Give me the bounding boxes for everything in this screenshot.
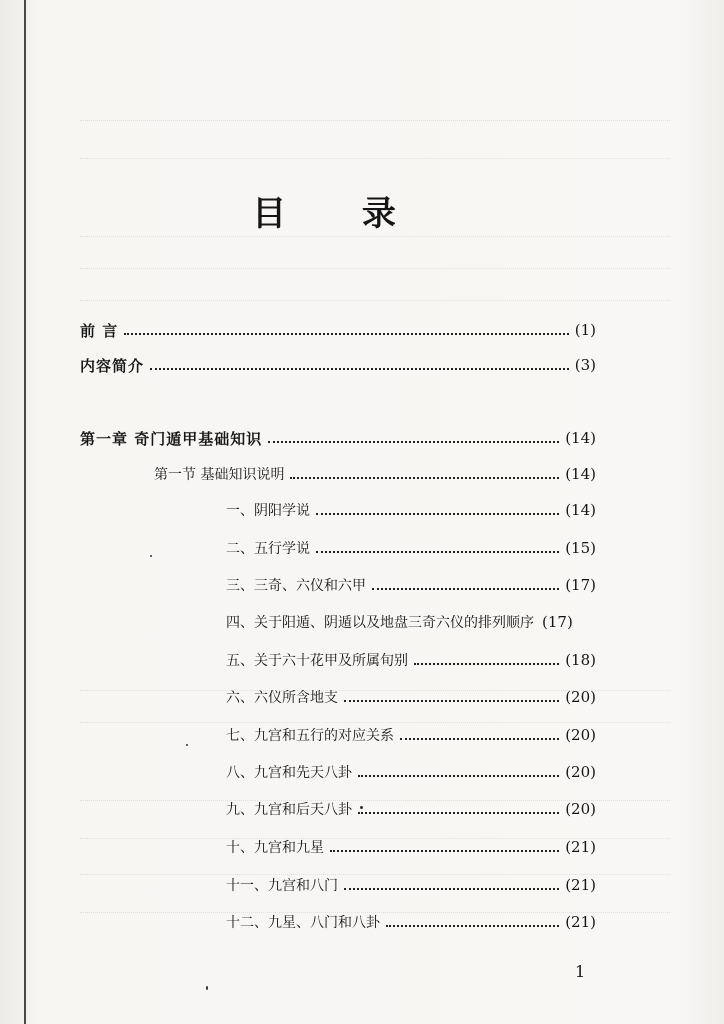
dot-leader bbox=[316, 551, 559, 553]
scan-speck bbox=[206, 986, 208, 990]
page-edge-shadow bbox=[24, 0, 26, 1024]
toc-entry-page: (17) bbox=[565, 576, 596, 594]
toc-entry-label: 内容简介 bbox=[80, 356, 145, 375]
toc-entry-label: 第一节 基础知识说明 bbox=[154, 467, 285, 483]
toc-entry-label: 六、六仪所含地支 bbox=[226, 690, 338, 706]
dot-leader bbox=[290, 477, 559, 479]
dot-leader bbox=[386, 925, 559, 927]
toc-entry-page: (14) bbox=[565, 501, 596, 519]
bleed-through-line bbox=[80, 268, 670, 270]
toc-entry-label: 四、关于阳遁、阴遁以及地盘三奇六仪的排列顺序 bbox=[226, 615, 534, 631]
dot-leader bbox=[150, 368, 569, 370]
toc-entry[interactable] bbox=[226, 797, 596, 821]
dot-leader bbox=[372, 588, 559, 590]
toc-entry[interactable] bbox=[226, 536, 596, 560]
toc-entry[interactable] bbox=[80, 353, 596, 377]
toc-entry[interactable] bbox=[226, 498, 596, 522]
toc-entry-page: (20) bbox=[565, 763, 596, 781]
toc-entry[interactable] bbox=[226, 610, 596, 634]
toc-entry[interactable] bbox=[226, 910, 596, 934]
toc-entry[interactable] bbox=[80, 426, 596, 450]
toc-entry-label: 一、阴阳学说 bbox=[226, 503, 310, 519]
dot-leader bbox=[344, 888, 559, 890]
toc-entry-page: (15) bbox=[565, 539, 596, 557]
toc-entry-page: (21) bbox=[565, 913, 596, 931]
toc-entry-label: 二、五行学说 bbox=[226, 541, 310, 557]
toc-entry-label: 五、关于六十花甲及所属旬别 bbox=[226, 653, 408, 669]
toc-entry-page: (20) bbox=[565, 726, 596, 744]
toc-entry-page: (21) bbox=[565, 838, 596, 856]
toc-entry-label: 十二、九星、八门和八卦 bbox=[226, 915, 380, 931]
toc-entry-label: 九、九宫和后天八卦 bbox=[226, 802, 352, 818]
toc-entry[interactable] bbox=[226, 760, 596, 784]
toc-entry-page: (21) bbox=[565, 876, 596, 894]
dot-leader bbox=[124, 333, 569, 335]
dot-leader bbox=[316, 513, 559, 515]
toc-entry[interactable] bbox=[226, 685, 596, 709]
toc-entry-label: 前 言 bbox=[80, 321, 119, 340]
scan-speck bbox=[360, 806, 363, 809]
toc-entry[interactable] bbox=[80, 318, 596, 342]
toc-entry-page: (14) bbox=[565, 429, 596, 447]
toc-entry[interactable] bbox=[226, 835, 596, 859]
bleed-through-line bbox=[80, 300, 670, 302]
toc-entry-page: (14) bbox=[565, 465, 596, 483]
dot-leader bbox=[358, 812, 559, 814]
toc-entry-label: 十一、九宫和八门 bbox=[226, 878, 338, 894]
dot-leader bbox=[268, 441, 559, 443]
toc-entry[interactable] bbox=[226, 648, 596, 672]
scan-speck bbox=[186, 744, 188, 746]
toc-entry-label: 八、九宫和先天八卦 bbox=[226, 765, 352, 781]
toc-entry-label: 三、三奇、六仪和六甲 bbox=[226, 578, 366, 594]
toc-entry-label: 第一章 奇门遁甲基础知识 bbox=[80, 429, 263, 448]
toc-entry-page: (20) bbox=[565, 688, 596, 706]
dot-leader bbox=[400, 738, 559, 740]
bleed-through-line bbox=[80, 120, 670, 122]
toc-entry-page: (17) bbox=[542, 613, 573, 631]
scan-speck bbox=[150, 555, 152, 557]
dot-leader bbox=[344, 700, 559, 702]
toc-entry[interactable] bbox=[154, 462, 596, 486]
toc-entry[interactable] bbox=[226, 723, 596, 747]
dot-leader bbox=[330, 850, 559, 852]
toc-entry-page: (3) bbox=[574, 356, 596, 374]
page-number: 1 bbox=[575, 962, 586, 981]
toc-entry[interactable] bbox=[226, 873, 596, 897]
toc-entry-label: 七、九宫和五行的对应关系 bbox=[226, 728, 394, 744]
toc-entry-page: (20) bbox=[565, 800, 596, 818]
toc-entry-page: (1) bbox=[574, 321, 596, 339]
dot-leader bbox=[358, 775, 559, 777]
toc-entry-label: 十、九宫和九星 bbox=[226, 840, 324, 856]
bleed-through-line bbox=[80, 236, 670, 238]
bleed-through-line bbox=[80, 158, 670, 160]
toc-entry-page: (18) bbox=[565, 651, 596, 669]
page-title: 目 录 bbox=[252, 194, 428, 234]
toc-entry[interactable] bbox=[226, 573, 596, 597]
dot-leader bbox=[414, 663, 559, 665]
